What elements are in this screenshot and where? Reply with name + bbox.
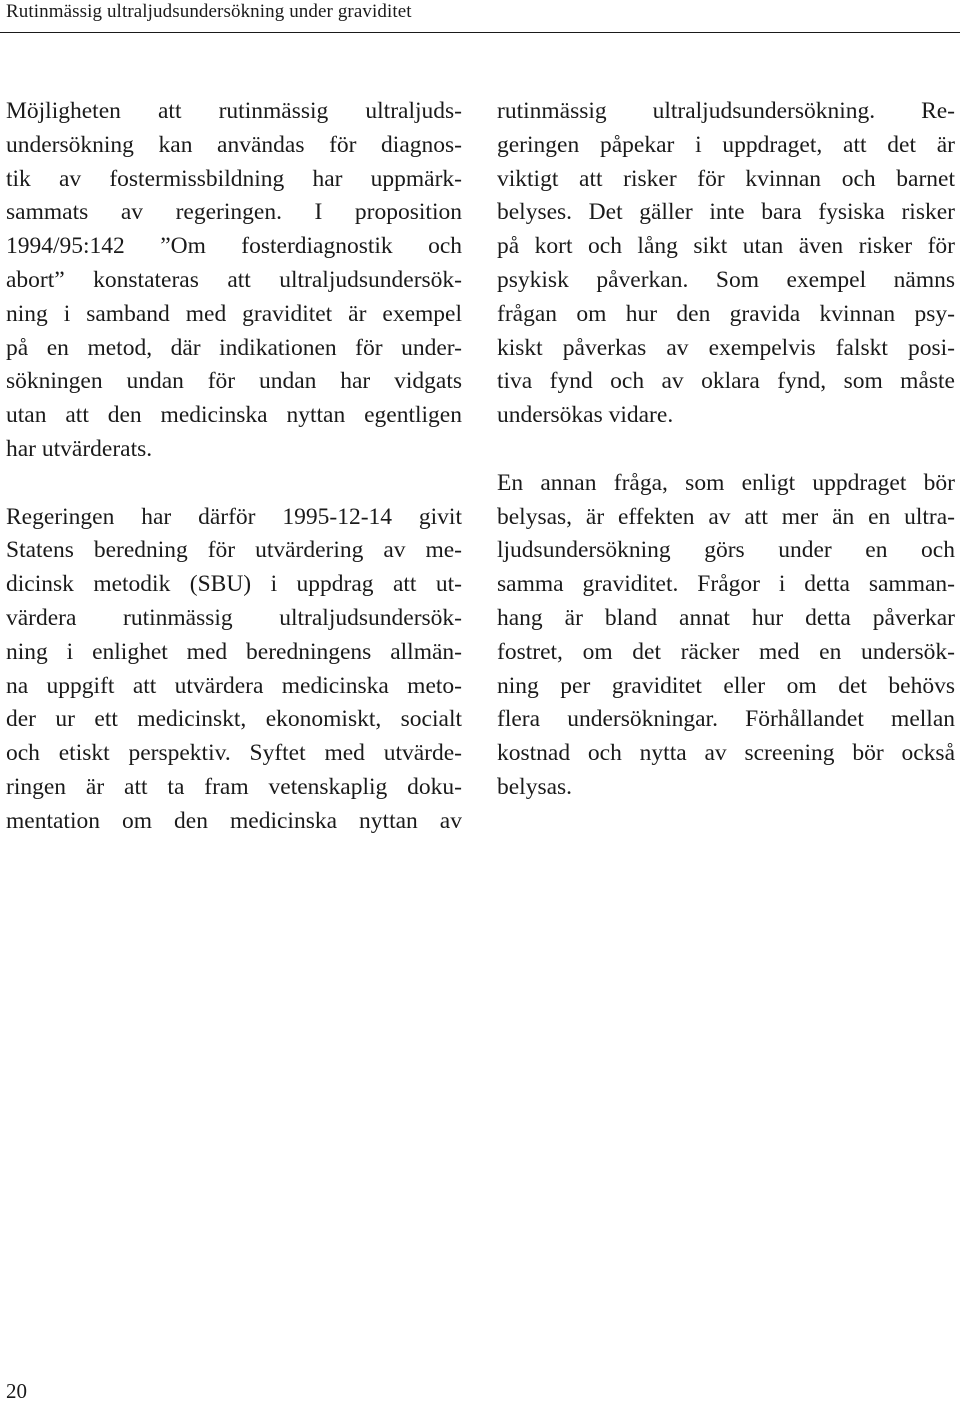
text-line: ringen är att ta fram vetenskaplig doku- bbox=[6, 773, 462, 800]
text-line: mentation om den medicinska nyttan av bbox=[6, 807, 462, 834]
text-line: frågan om hur den gravida kvinnan psy- bbox=[497, 300, 955, 327]
text-line: der ur ett medicinskt, ekonomiskt, socialt bbox=[6, 706, 462, 733]
running-header: Rutinmässig ultraljudsundersökning under graviditet bbox=[6, 1, 412, 22]
text-line: belysas. bbox=[497, 773, 573, 800]
text-line: En annan fråga, som enligt uppdraget bör bbox=[497, 469, 955, 496]
paragraph bbox=[6, 95, 462, 467]
paragraph bbox=[6, 501, 462, 839]
text-line: viktigt att risker för kvinnan och barnet bbox=[497, 165, 955, 192]
text-line: abort” konstateras att ultraljudsundersök- bbox=[6, 266, 462, 293]
text-line: sammats av regeringen. I proposition bbox=[6, 199, 462, 226]
text-line: ning per graviditet eller om det behövs bbox=[497, 672, 955, 699]
text-line: tik av fostermissbildning har uppmärk- bbox=[6, 165, 462, 192]
text-line: geringen påpekar i uppdraget, att det är bbox=[497, 131, 955, 158]
text-line: tiva fynd och av oklara fynd, som måste bbox=[497, 368, 955, 395]
text-line: belyses. Det gäller inte bara fysiska risker bbox=[497, 199, 955, 226]
paragraph bbox=[497, 467, 955, 805]
text-line: Statens beredning för utvärdering av me- bbox=[6, 537, 462, 564]
text-line: dicinsk metodik (SBU) i uppdrag att ut- bbox=[6, 571, 462, 598]
text-line: Möjligheten att rutinmässig ultraljuds- bbox=[6, 98, 462, 124]
text-line: flera undersökningar. Förhållandet mellan bbox=[497, 706, 955, 733]
text-line: rutinmässig ultraljudsundersökning. Re- bbox=[497, 98, 955, 124]
text-line: på en metod, där indikationen för under- bbox=[6, 334, 462, 361]
text-line: Regeringen har därför 1995-12-14 givit bbox=[6, 503, 462, 530]
text-line: värdera rutinmässig ultraljudsundersök- bbox=[6, 604, 462, 631]
text-line: fostret, om det räcker med en undersök- bbox=[497, 638, 955, 665]
text-line: hang är bland annat hur detta påverkar bbox=[497, 604, 955, 631]
text-line: och etiskt perspektiv. Syftet med utvärde- bbox=[6, 740, 462, 767]
text-line: ljudsundersökning görs under en och bbox=[497, 537, 955, 564]
text-line: na uppgift att utvärdera medicinska meto- bbox=[6, 672, 462, 699]
text-line: undersökning kan användas för diagnos- bbox=[6, 131, 462, 158]
text-line: utan att den medicinska nyttan egentligen bbox=[6, 402, 462, 429]
text-line: belysas, är effekten av att mer än en ultra- bbox=[497, 503, 955, 530]
text-line: ning i enlighet med beredningens allmän- bbox=[6, 638, 462, 665]
text-line: på kort och lång sikt utan även risker för bbox=[497, 233, 955, 260]
text-line: kiskt påverkas av exempelvis falskt posi- bbox=[497, 334, 955, 361]
paragraph bbox=[497, 95, 955, 433]
text-line: 1994/95:142 ”Om fosterdiagnostik och bbox=[6, 233, 462, 260]
text-line: psykisk påverkan. Som exempel nämns bbox=[497, 266, 955, 293]
text-line: sökningen undan för undan har vidgats bbox=[6, 368, 462, 395]
text-line: har utvärderats. bbox=[6, 435, 153, 462]
text-line: ning i samband med graviditet är exempel bbox=[6, 300, 462, 327]
text-line: undersökas vidare. bbox=[497, 402, 674, 429]
right-column bbox=[497, 95, 955, 839]
page-number: 20 bbox=[6, 1379, 27, 1403]
header-rule bbox=[0, 32, 960, 33]
text-line: samma graviditet. Frågor i detta samman- bbox=[497, 571, 955, 598]
left-column bbox=[6, 95, 462, 872]
text-line: kostnad och nytta av screening bör också bbox=[497, 740, 955, 767]
